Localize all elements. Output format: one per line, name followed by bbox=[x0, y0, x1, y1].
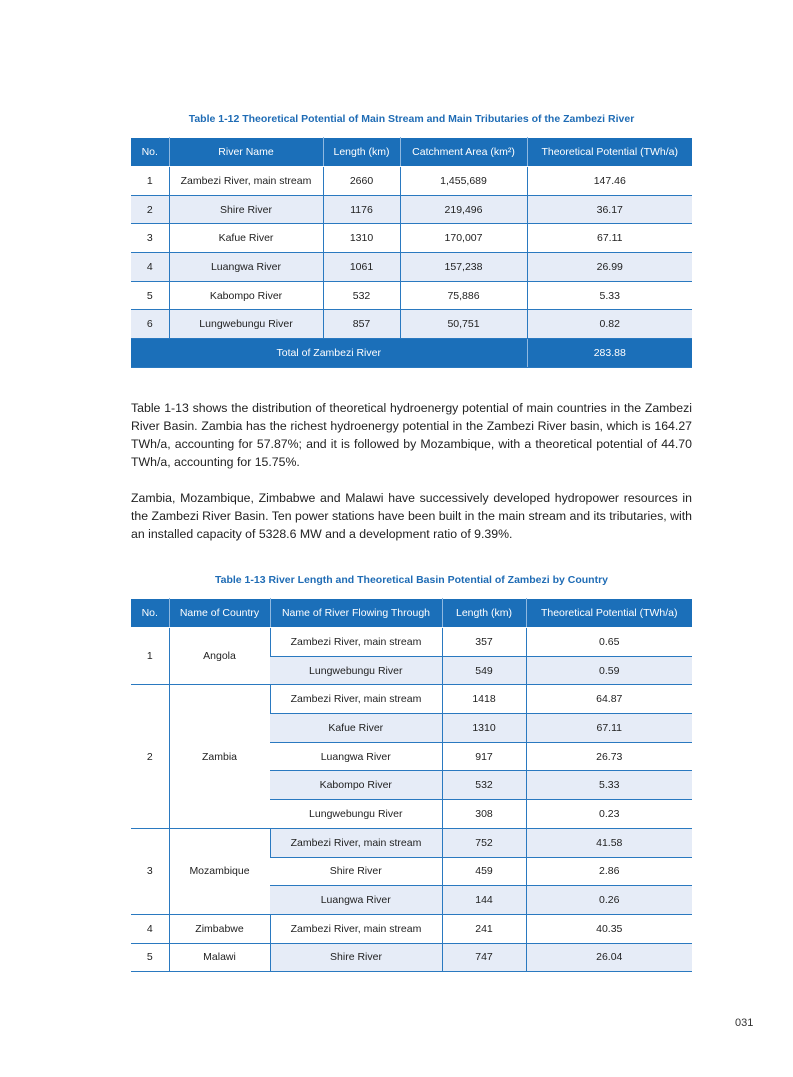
cell-potential: 40.35 bbox=[526, 914, 692, 943]
cell-catchment-area: 1,455,689 bbox=[400, 167, 527, 196]
cell-potential: 67.11 bbox=[527, 224, 692, 253]
cell-potential: 0.82 bbox=[527, 310, 692, 339]
cell-no: 2 bbox=[131, 685, 169, 828]
cell-river-name: Kabompo River bbox=[169, 281, 323, 310]
cell-river: Zambezi River, main stream bbox=[270, 628, 442, 657]
cell-river: Zambezi River, main stream bbox=[270, 914, 442, 943]
table-row bbox=[131, 943, 692, 972]
header-no: No. bbox=[131, 138, 169, 167]
cell-river-name: Zambezi River, main stream bbox=[169, 167, 323, 196]
cell-river: Luangwa River bbox=[270, 742, 442, 771]
cell-no: 1 bbox=[131, 167, 169, 196]
header-catchment-area: Catchment Area (km²) bbox=[400, 138, 527, 167]
cell-river: Zambezi River, main stream bbox=[270, 828, 442, 857]
cell-river: Kafue River bbox=[270, 714, 442, 743]
cell-no: 2 bbox=[131, 195, 169, 224]
cell-country: Zambia bbox=[169, 685, 270, 828]
cell-no: 3 bbox=[131, 828, 169, 914]
header-length: Length (km) bbox=[323, 138, 400, 167]
cell-catchment-area: 50,751 bbox=[400, 310, 527, 339]
table-row bbox=[131, 224, 692, 253]
table-row bbox=[131, 310, 692, 339]
cell-potential: 0.59 bbox=[526, 656, 692, 685]
cell-length: 241 bbox=[442, 914, 526, 943]
cell-length: 1176 bbox=[323, 195, 400, 224]
header-potential: Theoretical Potential (TWh/a) bbox=[527, 138, 692, 167]
cell-catchment-area: 75,886 bbox=[400, 281, 527, 310]
header-river-name: River Name bbox=[169, 138, 323, 167]
cell-river: Shire River bbox=[270, 857, 442, 886]
cell-no: 5 bbox=[131, 943, 169, 972]
header-length: Length (km) bbox=[442, 599, 526, 628]
cell-potential: 5.33 bbox=[526, 771, 692, 800]
total-label: Total of Zambezi River bbox=[131, 339, 527, 368]
cell-length: 459 bbox=[442, 857, 526, 886]
cell-length: 1310 bbox=[442, 714, 526, 743]
cell-length: 857 bbox=[323, 310, 400, 339]
cell-country: Angola bbox=[169, 628, 270, 685]
cell-length: 144 bbox=[442, 886, 526, 915]
cell-potential: 2.86 bbox=[526, 857, 692, 886]
cell-no: 4 bbox=[131, 253, 169, 282]
cell-length: 1310 bbox=[323, 224, 400, 253]
paragraph: Table 1-13 shows the distribution of theoretical hydroenergy potential of main countries in the Zambezi River Basin. Zambia has the richest hydroenergy potential in the Zambezi River basin, which is 164.27 TWh/a, accounting for 57.87%; and it is followed by Mozambique, with a theoretical potential of 44.70 TWh/a, accounting for 15.75%. bbox=[131, 401, 692, 469]
cell-potential: 0.65 bbox=[526, 628, 692, 657]
cell-length: 1418 bbox=[442, 685, 526, 714]
table-1-13-caption: Table 1-13 River Length and Theoretical Basin Potential of Zambezi by Country bbox=[214, 574, 609, 586]
header-river: Name of River Flowing Through bbox=[270, 599, 442, 628]
cell-length: 2660 bbox=[323, 167, 400, 196]
cell-catchment-area: 170,007 bbox=[400, 224, 527, 253]
cell-no: 1 bbox=[131, 628, 169, 685]
cell-length: 532 bbox=[442, 771, 526, 800]
cell-potential: 64.87 bbox=[526, 685, 692, 714]
page-number: 031 bbox=[735, 1017, 754, 1029]
cell-potential: 5.33 bbox=[527, 281, 692, 310]
table-row bbox=[131, 253, 692, 282]
table-row bbox=[131, 828, 692, 857]
cell-length: 549 bbox=[442, 656, 526, 685]
header-potential: Theoretical Potential (TWh/a) bbox=[526, 599, 692, 628]
table-row bbox=[131, 685, 692, 714]
cell-river-name: Kafue River bbox=[169, 224, 323, 253]
cell-potential: 41.58 bbox=[526, 828, 692, 857]
cell-potential: 0.26 bbox=[526, 886, 692, 915]
cell-country: Zimbabwe bbox=[169, 914, 270, 943]
header-no: No. bbox=[131, 599, 169, 628]
table-1-13 bbox=[131, 598, 692, 972]
cell-river-name: Luangwa River bbox=[169, 253, 323, 282]
cell-river: Kabompo River bbox=[270, 771, 442, 800]
cell-country: Mozambique bbox=[169, 828, 270, 914]
header-country: Name of Country bbox=[169, 599, 270, 628]
cell-potential: 26.73 bbox=[526, 742, 692, 771]
cell-no: 6 bbox=[131, 310, 169, 339]
cell-potential: 26.99 bbox=[527, 253, 692, 282]
cell-river-name: Shire River bbox=[169, 195, 323, 224]
table-1-12 bbox=[131, 137, 692, 368]
cell-length: 917 bbox=[442, 742, 526, 771]
cell-potential: 67.11 bbox=[526, 714, 692, 743]
cell-no: 3 bbox=[131, 224, 169, 253]
table-row bbox=[131, 628, 692, 657]
cell-country: Malawi bbox=[169, 943, 270, 972]
cell-potential: 36.17 bbox=[527, 195, 692, 224]
cell-no: 4 bbox=[131, 914, 169, 943]
cell-river-name: Lungwebungu River bbox=[169, 310, 323, 339]
cell-potential: 0.23 bbox=[526, 800, 692, 829]
cell-length: 752 bbox=[442, 828, 526, 857]
cell-potential: 26.04 bbox=[526, 943, 692, 972]
cell-river: Luangwa River bbox=[270, 886, 442, 915]
paragraph: Zambia, Mozambique, Zimbabwe and Malawi have successively developed hydropower resources in the Zambezi River Basin. Ten power stations have been built in the main stream and its tributaries, with an installed capacity of 5328.6 MW and a development ratio of 9.39%. bbox=[131, 491, 692, 541]
cell-length: 357 bbox=[442, 628, 526, 657]
table-row bbox=[131, 195, 692, 224]
table-row bbox=[131, 281, 692, 310]
cell-river: Lungwebungu River bbox=[270, 656, 442, 685]
total-row bbox=[131, 339, 692, 368]
table-row bbox=[131, 167, 692, 196]
total-value: 283.88 bbox=[527, 339, 692, 368]
cell-length: 308 bbox=[442, 800, 526, 829]
cell-catchment-area: 157,238 bbox=[400, 253, 527, 282]
cell-no: 5 bbox=[131, 281, 169, 310]
table-1-12-caption: Table 1-12 Theoretical Potential of Main Stream and Main Tributaries of the Zambezi River bbox=[188, 113, 635, 125]
cell-length: 1061 bbox=[323, 253, 400, 282]
cell-catchment-area: 219,496 bbox=[400, 195, 527, 224]
cell-river: Zambezi River, main stream bbox=[270, 685, 442, 714]
cell-river: Lungwebungu River bbox=[270, 800, 442, 829]
cell-length: 532 bbox=[323, 281, 400, 310]
table-row bbox=[131, 914, 692, 943]
cell-length: 747 bbox=[442, 943, 526, 972]
cell-potential: 147.46 bbox=[527, 167, 692, 196]
cell-river: Shire River bbox=[270, 943, 442, 972]
